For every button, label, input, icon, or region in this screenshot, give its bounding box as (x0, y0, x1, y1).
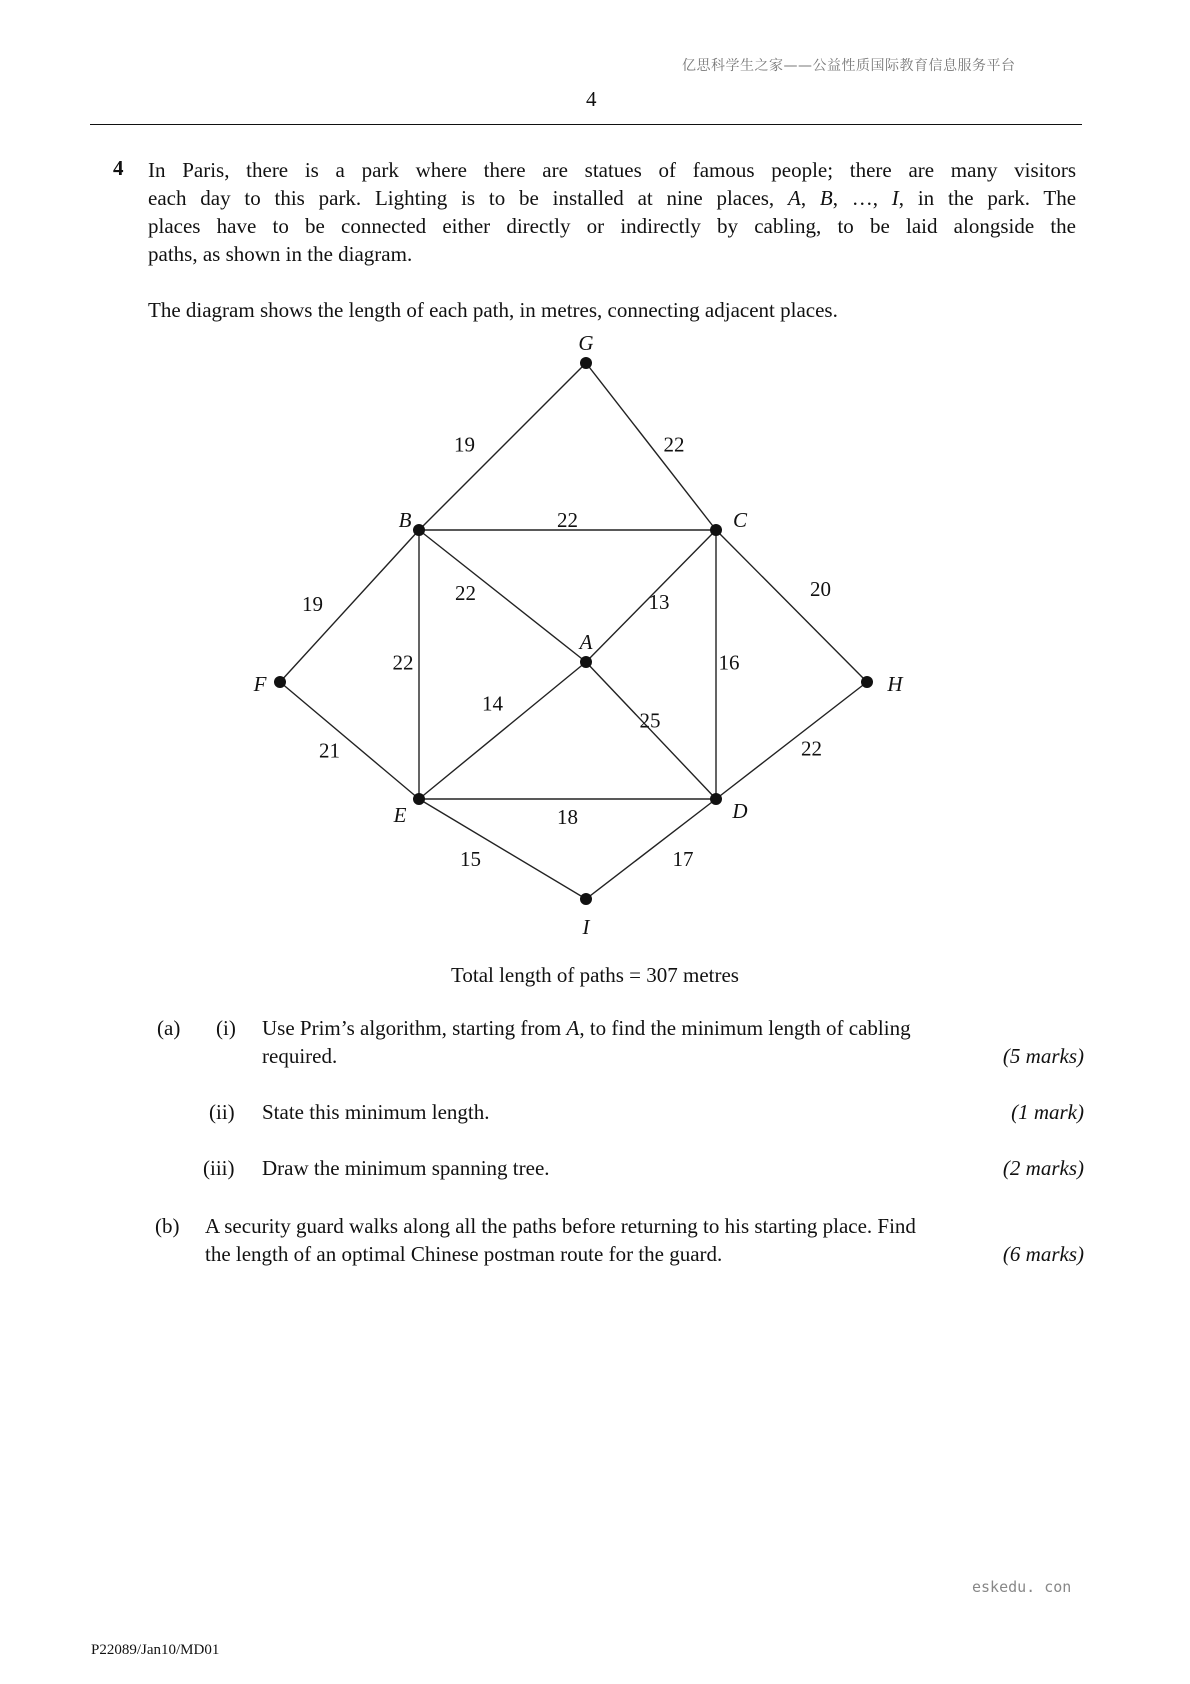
question-number: 4 (113, 156, 124, 180)
footer-watermark: eskedu. con (972, 1578, 1072, 1596)
node-label-A: A (579, 629, 593, 654)
node-label-C: C (732, 507, 748, 532)
part-a-ii-text: State this minimum length. (262, 1100, 490, 1124)
diagram-caption: Total length of paths = 307 metres (451, 963, 739, 987)
edge-G-B (419, 363, 586, 530)
edge-weight-G-B: 19 (454, 432, 475, 457)
node-label-I: I (582, 914, 590, 939)
part-a-i-text-line2: required. (262, 1044, 338, 1068)
part-a-iii-text: Draw the minimum spanning tree. (262, 1156, 550, 1180)
edge-A-E (419, 662, 586, 799)
edge-weight-E-I: 15 (460, 846, 481, 871)
edge-weight-C-D: 16 (718, 650, 740, 675)
edge-weight-C-H: 20 (810, 576, 831, 601)
edge-weight-C-A: 13 (648, 589, 670, 614)
node-A (580, 656, 592, 668)
part-b-marks: (6 marks) (1002, 1242, 1084, 1266)
node-I (580, 893, 592, 905)
edge-weight-G-C: 22 (663, 432, 685, 457)
diagram-intro: The diagram shows the length of each path, in metres, connecting adjacent places. (148, 298, 838, 322)
node-B (413, 524, 425, 536)
node-E (413, 793, 425, 805)
node-F (274, 676, 286, 688)
header-rule (90, 124, 1082, 125)
node-G (580, 357, 592, 369)
part-b-text-line2: the length of an optimal Chinese postman route for the guard. (205, 1242, 723, 1266)
edge-weight-B-E: 22 (392, 650, 414, 675)
node-H (861, 676, 873, 688)
part-a-iii-label: (iii) (203, 1156, 235, 1180)
edge-weight-F-E: 21 (319, 738, 340, 763)
edge-D-I (586, 799, 716, 899)
edge-weight-B-F: 19 (302, 591, 323, 616)
part-a-ii-label: (ii) (209, 1100, 235, 1124)
node-label-E: E (393, 802, 407, 827)
node-D (710, 793, 722, 805)
edge-weight-A-E: 14 (482, 691, 503, 716)
edge-weight-H-D: 22 (801, 736, 822, 761)
node-label-F: F (253, 671, 267, 696)
part-a-label: (a) (157, 1016, 181, 1040)
question-intro (148, 156, 1076, 268)
node-label-H: H (887, 671, 903, 696)
edge-weight-B-A: 22 (455, 580, 476, 605)
edge-weight-D-I: 17 (672, 846, 694, 871)
intro-line: places have to be connected either directly or indirectly by cabling, to be laid alongside the (148, 214, 1076, 238)
edge-weight-A-D: 25 (639, 708, 661, 733)
intro-line: paths, as shown in the diagram. (148, 242, 413, 266)
part-b-label: (b) (155, 1214, 180, 1238)
page-number: 4 (586, 87, 597, 111)
part-b-text-line1: A security guard walks along all the paths before returning to his starting place. Find (205, 1214, 916, 1238)
part-a-iii-marks: (2 marks) (1002, 1156, 1084, 1180)
node-label-B: B (398, 507, 412, 532)
node-label-D: D (732, 798, 748, 823)
part-a-i-label: (i) (216, 1016, 236, 1040)
node-C (710, 524, 722, 536)
node-label-G: G (578, 330, 594, 355)
header-watermark: 亿思科学生之家——公益性质国际教育信息服务平台 (682, 58, 1016, 74)
edge-weight-E-D: 18 (557, 804, 578, 829)
part-a-i-marks: (5 marks) (1002, 1044, 1084, 1068)
edge-H-D (716, 682, 867, 799)
network-diagram (250, 330, 930, 942)
edge-weight-B-C: 22 (557, 507, 578, 532)
paper-code: P22089/Jan10/MD01 (91, 1642, 220, 1658)
part-a-ii-marks: (1 mark) (1011, 1100, 1084, 1124)
part-a-i-text-line1: Use Prim’s algorithm, starting from A, to find the minimum length of cabling (262, 1016, 911, 1040)
edge-F-E (280, 682, 419, 799)
edge-B-A (419, 530, 586, 662)
intro-line: each day to this park. Lighting is to be installed at nine places, A, B, …, I, in the park. The (148, 186, 1077, 210)
edge-G-C (586, 363, 716, 530)
intro-line: In Paris, there is a park where there are statues of famous people; there are many visitors (148, 158, 1076, 182)
